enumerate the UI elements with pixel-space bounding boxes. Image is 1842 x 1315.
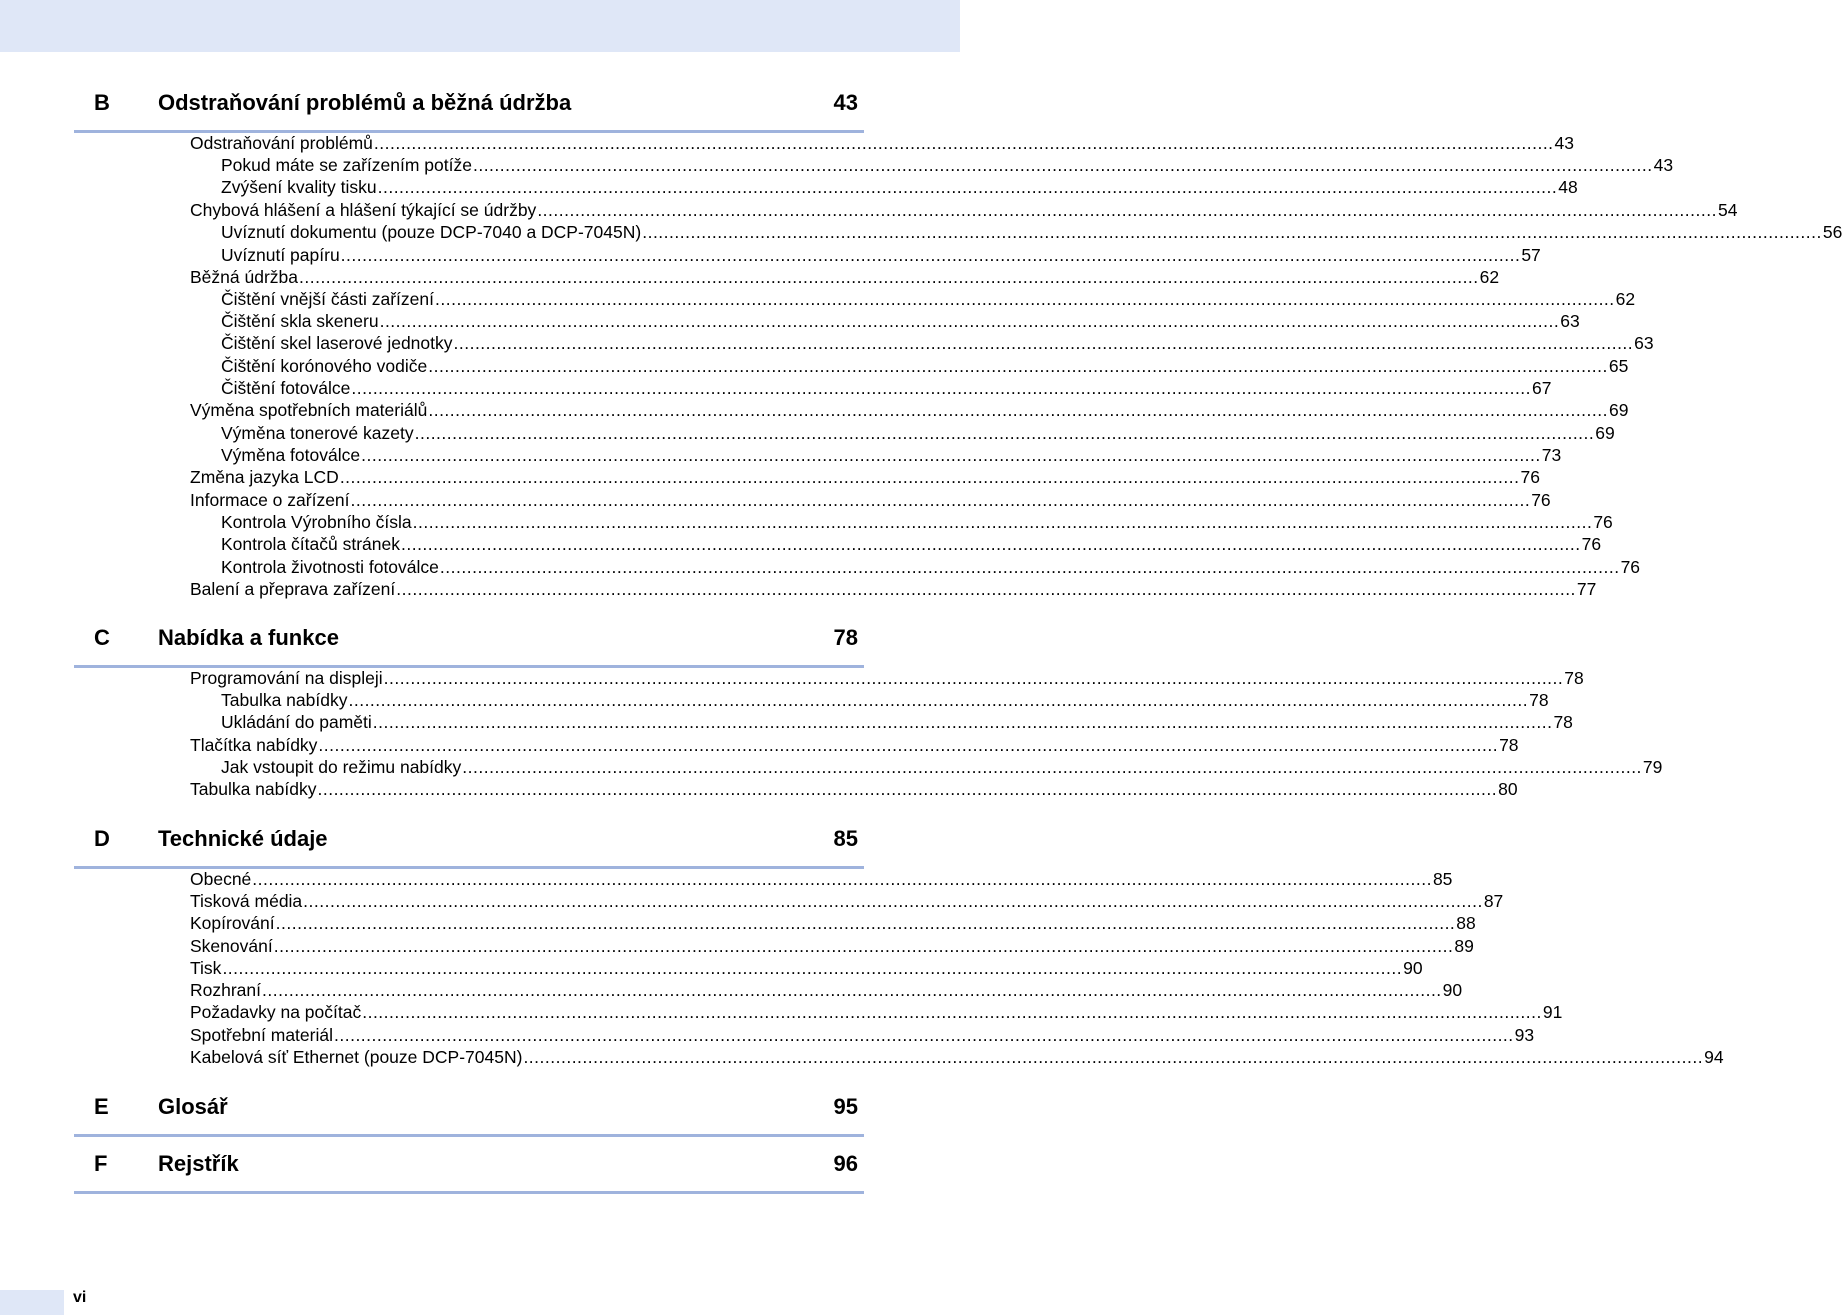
toc-entry-text: Výměna tonerové kazety xyxy=(221,423,414,443)
toc-entry-page: 63 xyxy=(1634,333,1654,353)
dot-leader: ............................................................................................................................................................................................................................ xyxy=(414,423,1595,443)
dot-leader: ............................................................................................................................................................................................................................ xyxy=(373,133,1554,153)
toc-entry-page: 65 xyxy=(1608,356,1629,376)
dot-leader: ............................................................................................................................................................................................................................ xyxy=(350,490,1531,510)
dot-leader: ............................................................................................................................................................................................................................ xyxy=(412,512,1593,532)
dot-leader: ............................................................................................................................................................................................................................ xyxy=(318,735,1499,755)
toc-entry-page: 76 xyxy=(1620,557,1641,577)
toc-entry[interactable] xyxy=(190,890,1504,912)
section-page: 95 xyxy=(833,1094,858,1119)
toc-entry-text: Uvíznutí dokumentu (pouze DCP-7040 a DCP-7045N) xyxy=(221,222,642,242)
toc-entry-page: 88 xyxy=(1456,913,1476,933)
toc-entry-page: 63 xyxy=(1560,311,1580,331)
toc-entry-text: Kontrola čítačů stránek xyxy=(221,534,400,554)
toc-entry-page: 78 xyxy=(1529,690,1549,710)
toc-entry-text: Kabelová síť Ethernet (pouze DCP-7045N) xyxy=(190,1047,523,1067)
toc-entry-page: 69 xyxy=(1609,400,1629,420)
dot-leader: ............................................................................................................................................................................................................................ xyxy=(642,222,1822,242)
toc-entry-text: Čištění fotoválce xyxy=(221,378,351,398)
toc-entry-text: Kontrola životnosti fotoválce xyxy=(221,557,439,577)
toc-entry-page: 56 xyxy=(1822,222,1842,242)
toc-entry-text: Běžná údržba xyxy=(190,267,298,287)
section-page: 96 xyxy=(833,1151,858,1176)
toc-entry-text: Uvíznutí papíru xyxy=(221,245,340,265)
toc-entry-text: Odstraňování problémů xyxy=(190,133,373,153)
toc-entry[interactable] xyxy=(190,1024,1535,1046)
section-letter: B xyxy=(94,90,110,115)
toc-entry-page: 93 xyxy=(1514,1025,1535,1045)
dot-leader: ............................................................................................................................................................................................................................ xyxy=(537,200,1717,220)
toc-entry-page: 67 xyxy=(1532,378,1552,398)
toc-entry-page: 77 xyxy=(1576,579,1597,599)
section-page: 78 xyxy=(833,625,858,650)
toc-entry[interactable] xyxy=(221,689,1549,711)
section-title: Odstraňování problémů a běžná údržba xyxy=(158,90,572,115)
dot-leader: ............................................................................................................................................................................................................................ xyxy=(262,980,1442,1000)
dot-leader: ............................................................................................................................................................................................................................ xyxy=(372,712,1553,732)
toc-entry-text: Spotřební materiál xyxy=(190,1025,333,1045)
toc-entry-text: Rozhraní xyxy=(190,980,262,1000)
dot-leader: ............................................................................................................................................................................................................................ xyxy=(453,333,1634,353)
page-number: vi xyxy=(73,1289,87,1306)
toc-entry-text: Požadavky na počítač xyxy=(190,1002,362,1022)
toc-entry-page: 69 xyxy=(1595,423,1615,443)
dot-leader: ............................................................................................................................................................................................................................ xyxy=(396,579,1576,599)
toc-entry[interactable] xyxy=(190,199,1738,221)
dot-leader: ............................................................................................................................................................................................................................ xyxy=(299,267,1479,287)
toc-entry-page: 43 xyxy=(1554,133,1575,153)
toc-entry-text: Zvýšení kvality tisku xyxy=(221,177,377,197)
toc-entry-page: 91 xyxy=(1542,1002,1563,1022)
toc-entry-text: Tisk xyxy=(190,958,222,978)
toc-entry[interactable] xyxy=(221,221,1842,243)
toc-entry[interactable] xyxy=(221,244,1541,266)
dot-leader: ............................................................................................................................................................................................................................ xyxy=(362,1002,1542,1022)
toc-entry[interactable] xyxy=(190,132,1575,154)
toc-entry-page: 90 xyxy=(1403,958,1423,978)
toc-entry-text: Skenování xyxy=(190,936,273,956)
section-letter: C xyxy=(94,625,110,650)
toc-entry[interactable] xyxy=(221,511,1613,533)
dot-leader: ............................................................................................................................................................................................................................ xyxy=(348,690,1529,710)
toc-entry[interactable] xyxy=(221,355,1629,377)
toc-entry[interactable] xyxy=(190,979,1463,1001)
dot-leader: ............................................................................................................................................................................................................................ xyxy=(428,356,1608,376)
toc-entry-page: 78 xyxy=(1564,668,1584,688)
toc-entry-page: 87 xyxy=(1483,891,1504,911)
section-page: 43 xyxy=(833,90,858,115)
dot-leader: ............................................................................................................................................................................................................................ xyxy=(317,779,1498,799)
toc-entry-text: Kontrola Výrobního čísla xyxy=(221,512,412,532)
section-title: Nabídka a funkce xyxy=(158,625,339,650)
toc-entry-page: 85 xyxy=(1432,869,1453,889)
section-letter: D xyxy=(94,826,110,851)
toc-entry[interactable] xyxy=(221,154,1674,176)
toc-entry-text: Kopírování xyxy=(190,913,275,933)
section-letter: E xyxy=(94,1094,109,1119)
toc-entry[interactable] xyxy=(221,288,1636,310)
toc-entry-page: 62 xyxy=(1615,289,1636,309)
toc-entry-page: 90 xyxy=(1442,980,1463,1000)
toc-entry[interactable] xyxy=(190,667,1584,689)
toc-entry-page: 94 xyxy=(1704,1047,1724,1067)
toc-entry[interactable] xyxy=(221,556,1641,578)
toc-entry-text: Balení a přeprava zařízení xyxy=(190,579,396,599)
toc-entry[interactable] xyxy=(221,332,1654,354)
toc-entry-page: 54 xyxy=(1717,200,1738,220)
toc-entry[interactable] xyxy=(190,734,1519,756)
toc-entry[interactable] xyxy=(190,912,1476,934)
toc-entry-page: 73 xyxy=(1541,445,1562,465)
dot-leader: ............................................................................................................................................................................................................................ xyxy=(462,757,1642,777)
section-heading-c xyxy=(74,625,864,668)
toc-entry-page: 62 xyxy=(1479,267,1500,287)
dot-leader: ............................................................................................................................................................................................................................ xyxy=(439,557,1620,577)
toc-entry-text: Pokud máte se zařízením potíže xyxy=(221,155,472,175)
toc-entry-page: 48 xyxy=(1558,177,1578,197)
toc-entry-text: Změna jazyka LCD xyxy=(190,467,339,487)
dot-leader: ............................................................................................................................................................................................................................ xyxy=(275,913,1456,933)
dot-leader: ............................................................................................................................................................................................................................ xyxy=(351,378,1532,398)
toc-entry[interactable] xyxy=(190,957,1423,979)
toc-entry-text: Tabulka nabídky xyxy=(190,779,317,799)
section-title: Glosář xyxy=(158,1094,228,1119)
toc-entry-text: Tisková média xyxy=(190,891,303,911)
toc-entry-text: Ukládání do paměti xyxy=(221,712,372,732)
toc-entry-text: Výměna spotřebních materiálů xyxy=(190,400,428,420)
toc-entry-page: 80 xyxy=(1498,779,1518,799)
toc-entry[interactable] xyxy=(190,935,1474,957)
toc-entry[interactable] xyxy=(221,756,1663,778)
dot-leader: ............................................................................................................................................................................................................................ xyxy=(339,467,1520,487)
toc-entry[interactable] xyxy=(190,578,1597,600)
section-title: Rejstřík xyxy=(158,1151,239,1176)
toc-entry[interactable] xyxy=(190,399,1629,421)
toc-entry[interactable] xyxy=(190,489,1551,511)
dot-leader: ............................................................................................................................................................................................................................ xyxy=(428,400,1608,420)
toc-entry[interactable] xyxy=(221,711,1573,733)
toc-entry[interactable] xyxy=(190,778,1518,800)
dot-leader: ............................................................................................................................................................................................................................ xyxy=(377,177,1558,197)
section-letter: F xyxy=(94,1151,108,1176)
toc-entry-text: Obecné xyxy=(190,869,252,889)
dot-leader: ............................................................................................................................................................................................................................ xyxy=(340,245,1521,265)
footer-band xyxy=(0,1290,64,1315)
toc-entry-page: 78 xyxy=(1553,712,1573,732)
toc-entry[interactable] xyxy=(221,422,1615,444)
section-heading-b xyxy=(74,90,864,133)
dot-leader: ............................................................................................................................................................................................................................ xyxy=(303,891,1483,911)
section-heading-e xyxy=(74,1094,864,1137)
toc-entry-page: 76 xyxy=(1593,512,1613,532)
toc-entry-text: Čištění skla skeneru xyxy=(221,311,379,331)
toc-entry-page: 43 xyxy=(1653,155,1674,175)
toc-entry-text: Tlačítka nabídky xyxy=(190,735,318,755)
toc-entry-text: Jak vstoupit do režimu nabídky xyxy=(221,757,462,777)
toc-entry[interactable] xyxy=(190,868,1453,890)
toc-entry[interactable] xyxy=(221,310,1580,332)
toc-entry-page: 79 xyxy=(1642,757,1663,777)
toc-entry-text: Informace o zařízení xyxy=(190,490,350,510)
toc-entry[interactable] xyxy=(221,176,1578,198)
toc-entry-text: Čištění vnější části zařízení xyxy=(221,289,434,309)
toc-entry-page: 89 xyxy=(1454,936,1474,956)
toc-entry[interactable] xyxy=(221,377,1552,399)
toc-entry-page: 76 xyxy=(1520,467,1540,487)
toc-entry-text: Tabulka nabídky xyxy=(221,690,348,710)
top-band xyxy=(0,0,960,52)
toc-entry-text: Čištění skel laserové jednotky xyxy=(221,333,453,353)
section-heading-f xyxy=(74,1151,864,1194)
toc-entry[interactable] xyxy=(221,444,1562,466)
dot-leader: ............................................................................................................................................................................................................................ xyxy=(472,155,1653,175)
toc-entry[interactable] xyxy=(190,266,1500,288)
dot-leader: ............................................................................................................................................................................................................................ xyxy=(400,534,1581,554)
toc-entry[interactable] xyxy=(190,1046,1724,1068)
dot-leader: ............................................................................................................................................................................................................................ xyxy=(334,1025,1514,1045)
toc-entry[interactable] xyxy=(190,466,1540,488)
toc-entry[interactable] xyxy=(190,1001,1563,1023)
dot-leader: ............................................................................................................................................................................................................................ xyxy=(222,958,1403,978)
toc-entry[interactable] xyxy=(221,533,1602,555)
toc-entry-page: 78 xyxy=(1499,735,1519,755)
section-heading-d xyxy=(74,826,864,869)
toc-entry-text: Výměna fotoválce xyxy=(221,445,361,465)
dot-leader: ............................................................................................................................................................................................................................ xyxy=(252,869,1432,889)
toc-entry-page: 76 xyxy=(1581,534,1602,554)
toc-entry-text: Chybová hlášení a hlášení týkající se údržby xyxy=(190,200,537,220)
dot-leader: ............................................................................................................................................................................................................................ xyxy=(379,311,1560,331)
section-page: 85 xyxy=(833,826,858,851)
dot-leader: ............................................................................................................................................................................................................................ xyxy=(383,668,1564,688)
toc-entry-page: 57 xyxy=(1521,245,1541,265)
dot-leader: ............................................................................................................................................................................................................................ xyxy=(273,936,1454,956)
dot-leader: ............................................................................................................................................................................................................................ xyxy=(361,445,1541,465)
toc-entry-text: Programování na displeji xyxy=(190,668,383,688)
dot-leader: ............................................................................................................................................................................................................................ xyxy=(523,1047,1704,1067)
dot-leader: ............................................................................................................................................................................................................................ xyxy=(435,289,1615,309)
toc-entry-page: 76 xyxy=(1531,490,1551,510)
toc-entry-text: Čištění korónového vodiče xyxy=(221,356,428,376)
section-title: Technické údaje xyxy=(158,826,328,851)
